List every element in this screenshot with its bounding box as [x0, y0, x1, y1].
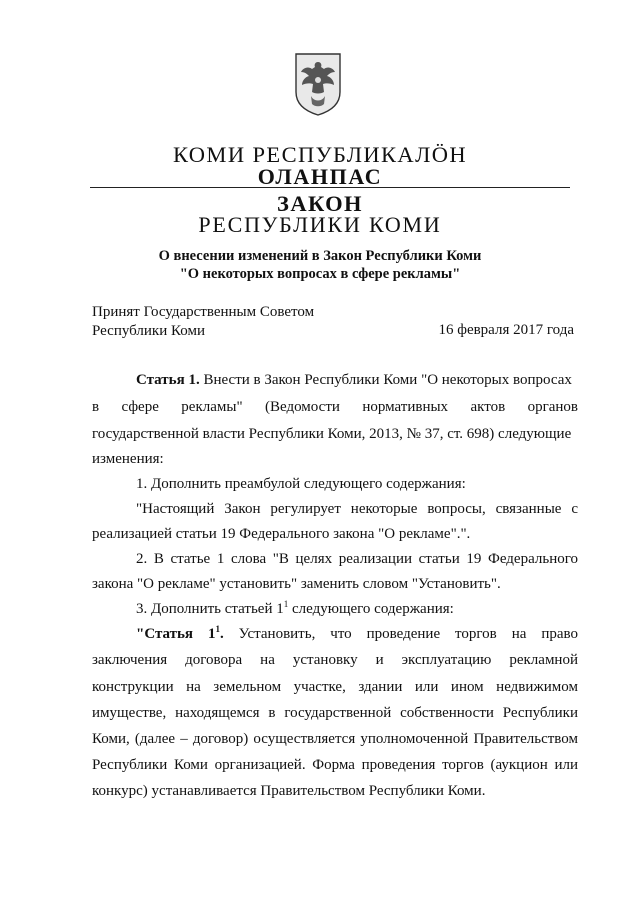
- header-komi-language: КОМИ РЕСПУБЛИКАЛÖН: [172, 142, 468, 167]
- quoted-article-line1: "Статья $1^1$. Установить, что проведение торгов на право: [136, 624, 578, 642]
- coat-of-arms-emblem: [293, 52, 343, 116]
- item1-quote-line2: реализацией статьи 19 Федерального закона "О рекламе".".: [92, 526, 471, 542]
- article1-line1: Статья 1. Внести в Закон Республики Коми "О некоторых вопросах: [136, 372, 572, 388]
- quoted-article-label: "Статья $1^1$.: [136, 624, 224, 642]
- header-zakon: ЗАКОН: [277, 191, 363, 216]
- header-divider: [90, 187, 570, 188]
- adoption-line1: Принят Государственным Советом: [92, 304, 315, 320]
- quoted-article-line3: конструкции на земельном участке, здании или ином недвижимом: [92, 679, 578, 695]
- adoption-line2: Республики Коми: [92, 323, 205, 339]
- law-title-line1: О внесении изменений в Закон Республики Коми: [158, 248, 482, 264]
- item1-text: 1. Дополнить преамбулой следующего содержания:: [136, 476, 466, 492]
- article1-line4: изменения:: [92, 451, 164, 467]
- item3-text: 3. Дополнить статьей $1^1$ следующего содержания:: [136, 599, 454, 617]
- article1-line3: государственной власти Республики Коми, 2013, № 37, ст. 698) следующие: [92, 426, 572, 442]
- item1-quote-line1: "Настоящий Закон регулирует некоторые вопросы, связанные с: [136, 501, 578, 517]
- quoted-article-line2: заключения договора на установку и эксплуатацию рекламной: [92, 652, 578, 668]
- quoted-article-line5: Коми, (далее – договор) осуществляется уполномоченной Правительством: [92, 731, 578, 747]
- article1-label: Статья 1.: [136, 372, 200, 388]
- item2-line2: закона "О рекламе" установить" заменить словом "Установить".: [92, 576, 501, 592]
- item2-line1: 2. В статье 1 слова "В целях реализации статьи 19 Федерального: [136, 551, 578, 567]
- article1-line2: в сфере рекламы" (Ведомости нормативных актов органов: [92, 399, 578, 415]
- quoted-article-line4: имуществе, находящемся в государственной собственности Республики: [92, 705, 578, 721]
- law-title-line2: "О некоторых вопросах в сфере рекламы": [179, 266, 461, 282]
- header-republic: РЕСПУБЛИКИ КОМИ: [198, 212, 442, 237]
- quoted-article-line6: Республики Коми организацией. Форма проведения торгов (аукцион или: [92, 757, 578, 773]
- header-olanpas: ОЛАНПАС: [257, 164, 383, 189]
- adoption-authority: [92, 303, 314, 341]
- adoption-date: 16 февраля 2017 года: [438, 322, 574, 338]
- quoted-article-line7: конкурс) устанавливается Правительством Республики Коми.: [92, 783, 486, 799]
